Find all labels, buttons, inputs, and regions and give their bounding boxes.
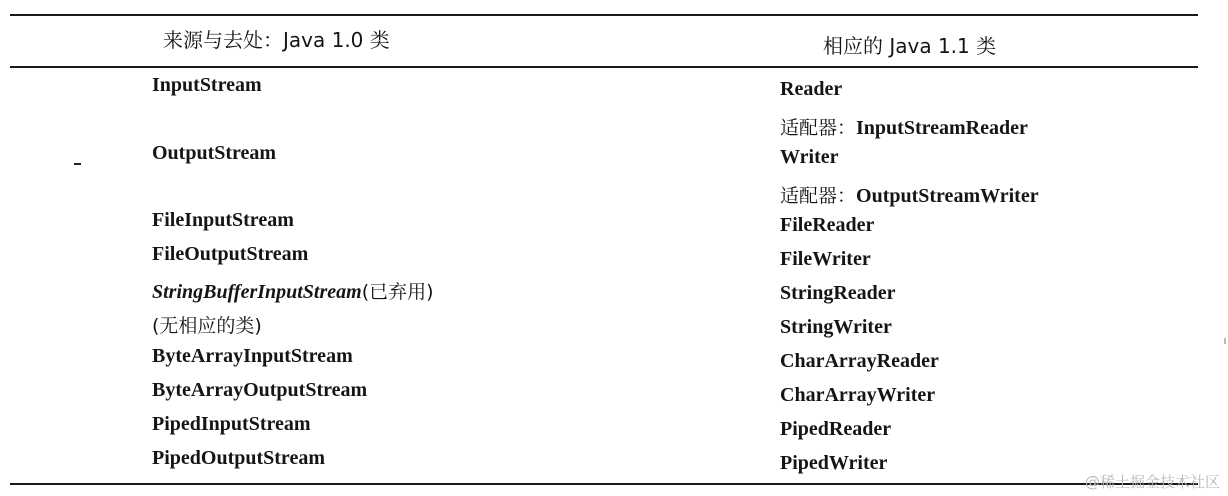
- table-cell: PipedOutputStream: [152, 447, 325, 469]
- table-cell: StringReader: [780, 282, 896, 304]
- table-cell: 适配器：OutputStreamWriter: [780, 185, 1039, 207]
- table-cell: CharArrayWriter: [780, 384, 936, 406]
- table-cell: PipedWriter: [780, 452, 888, 474]
- table-cell: PipedInputStream: [152, 413, 311, 435]
- column-header-java-1-0: 来源与去处：Java 1.0 类: [163, 28, 390, 52]
- table-cell: PipedReader: [780, 418, 892, 440]
- margin-dash-mark: [74, 163, 81, 165]
- table-bottom-rule: [10, 483, 1198, 485]
- table-cell: FileOutputStream: [152, 243, 309, 265]
- watermark: @稀土掘金技术社区: [1084, 473, 1220, 491]
- table-cell: Reader: [780, 78, 843, 100]
- table-cell: FileInputStream: [152, 209, 294, 231]
- table-cell: 适配器：InputStreamReader: [780, 117, 1028, 139]
- table-cell: InputStream: [152, 74, 262, 96]
- table-cell: OutputStream: [152, 142, 277, 164]
- table-cell: ByteArrayOutputStream: [152, 379, 368, 401]
- table-cell: CharArrayReader: [780, 350, 939, 372]
- table-cell: Writer: [780, 146, 839, 168]
- edge-mark: [1224, 338, 1226, 344]
- header-rule: [10, 66, 1198, 68]
- table-cell: ByteArrayInputStream: [152, 345, 353, 367]
- table-cell: FileWriter: [780, 248, 871, 270]
- table-cell: StringWriter: [780, 316, 892, 338]
- table-cell: StringBufferInputStream(已弃用): [152, 281, 434, 303]
- table-top-rule: [10, 14, 1198, 16]
- table-cell: (无相应的类): [152, 315, 262, 337]
- table-cell: FileReader: [780, 214, 875, 236]
- column-header-java-1-1: 相应的 Java 1.1 类: [823, 34, 997, 58]
